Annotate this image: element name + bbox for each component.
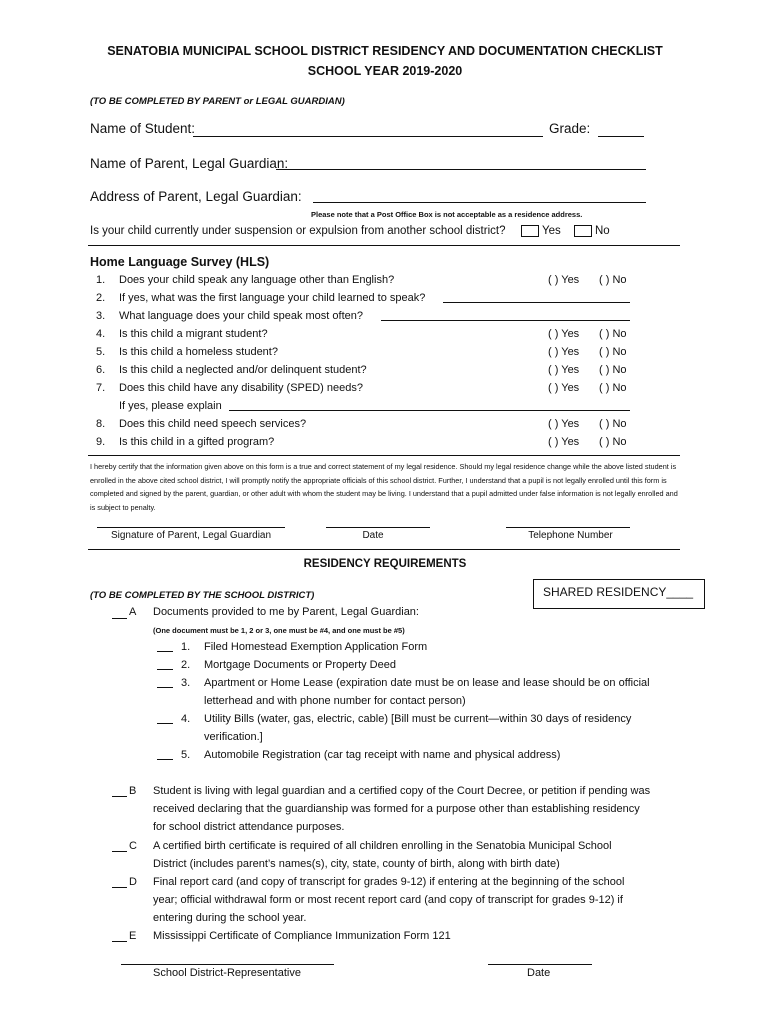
hls-q8-yes[interactable]: ( ) Yes [548, 418, 580, 430]
item-c-line1: A certified birth certificate is required of all children enrolling in the Senatobia Municipal School [153, 840, 612, 852]
doc4-text-line1: Utility Bills (water, gas, electric, cable) [Bill must be current—within 30 days of residency [204, 713, 632, 725]
hls-q1-num: 1. [96, 274, 106, 286]
doc3-text-line2: letterhead and with phone number for contact person) [204, 695, 466, 707]
hls-q8-text: Does this child need speech services? [119, 418, 307, 430]
hls-q6-text: Is this child a neglected and/or delinquent student? [119, 364, 367, 376]
item-d-line1: Final report card (and copy of transcript for grades 9-12) if entering at the beginning of the school [153, 876, 625, 888]
divider [88, 549, 680, 550]
item-b-line3: for school district attendance purposes. [153, 821, 345, 833]
address-field[interactable] [313, 202, 646, 203]
most-often-language-field[interactable] [381, 320, 630, 321]
item-a-text: Documents provided to me by Parent, Legal Guardian: [153, 606, 419, 618]
item-b-line1: Student is living with legal guardian and a certified copy of the Court Decree, or petition if pending was [153, 785, 651, 797]
suspension-no-label: No [595, 225, 610, 238]
doc3-text-line1: Apartment or Home Lease (expiration date must be on lease and lease should be on official [204, 677, 650, 689]
item-a-note: (One document must be 1, 2 or 3, one must be #4, and one must be #5) [153, 626, 405, 635]
page-title: SENATOBIA MUNICIPAL SCHOOL DISTRICT RESIDENCY AND DOCUMENTATION CHECKLIST [107, 44, 663, 58]
district-rep-label: School District-Representative [153, 967, 301, 979]
grade-field[interactable] [598, 136, 644, 137]
item-c-check-blank[interactable] [112, 851, 127, 852]
hls-q7-yes[interactable]: ( ) Yes [548, 382, 580, 394]
hls-q4-yes[interactable]: ( ) Yes [548, 328, 580, 340]
hls-q7-num: 7. [96, 382, 106, 394]
hls-q3-text: What language does your child speak most often? [119, 310, 363, 322]
hls-q1-no[interactable]: ( ) No [599, 274, 627, 286]
parent-name-label: Name of Parent, Legal Guardian: [90, 156, 289, 171]
item-d-line2: year; official withdrawal form or most recent report card (and copy of transcript for grades 9-12) if [153, 894, 623, 906]
student-name-field[interactable] [193, 136, 543, 137]
item-d-line3: entering during the school year. [153, 912, 307, 924]
item-a-letter: A [129, 606, 137, 618]
divider [88, 455, 680, 456]
item-b-line2: received declaring that the guardianship was formed for a purpose other than establishing residency [153, 803, 640, 815]
suspension-no-option[interactable] [574, 225, 610, 237]
grade-label: Grade: [549, 121, 591, 136]
po-box-note: Please note that a Post Office Box is not acceptable as a residence address. [311, 210, 583, 219]
hls-q9-yes[interactable]: ( ) Yes [548, 436, 580, 448]
first-language-field[interactable] [443, 302, 630, 303]
hls-explain-text: If yes, please explain [119, 400, 222, 412]
doc5-check-blank[interactable] [157, 759, 173, 760]
hls-q8-no[interactable]: ( ) No [599, 418, 627, 430]
suspension-question: Is your child currently under suspension or expulsion from another school district? [90, 225, 506, 237]
parent-instruction: (TO BE COMPLETED BY PARENT or LEGAL GUARDIAN) [90, 96, 345, 107]
item-d-letter: D [129, 876, 137, 888]
item-d-check-blank[interactable] [112, 887, 127, 888]
hls-q7-no[interactable]: ( ) No [599, 382, 627, 394]
doc5-text: Automobile Registration (car tag receipt with name and physical address) [204, 749, 561, 761]
suspension-no-checkbox[interactable] [574, 225, 592, 237]
certification-statement: I hereby certify that the information given above on this form is a true and correct statement of my legal residence. Should my legal residence change while the above listed student is enrolled in the above cited school district, I will promptly notify the appropriate officials of this school district. Further, I understand that a pupil is not legally enrolled until this form is completed and signed by the parent, guardian, or other adult with whom the student may be living. I understand that a pupil admitted under false information is not legally enrolled and is subject to penalty. [90, 462, 678, 512]
hls-q2-text: If yes, what was the first language your child learned to speak? [119, 292, 426, 304]
parent-signature-field[interactable] [97, 527, 285, 528]
item-e-letter: E [129, 930, 137, 942]
doc4-text-line2: verification.] [204, 731, 263, 743]
hls-q9-text: Is this child in a gifted program? [119, 436, 275, 448]
suspension-yes-checkbox[interactable] [521, 225, 539, 237]
hls-q5-yes[interactable]: ( ) Yes [548, 346, 580, 358]
item-b-letter: B [129, 785, 137, 797]
parent-date-label: Date [362, 530, 384, 541]
disability-explain-field[interactable] [229, 410, 630, 411]
district-rep-signature-field[interactable] [121, 964, 334, 965]
district-date-field[interactable] [488, 964, 592, 965]
doc1-num: 1. [181, 641, 191, 653]
suspension-yes-option[interactable] [521, 225, 561, 237]
doc1-check-blank[interactable] [157, 651, 173, 652]
student-name-label: Name of Student: [90, 121, 196, 136]
hls-q4-text: Is this child a migrant student? [119, 328, 268, 340]
school-year: SCHOOL YEAR 2019-2020 [307, 64, 463, 78]
telephone-label: Telephone Number [528, 530, 613, 541]
parent-name-field[interactable] [276, 169, 646, 170]
hls-q4-no[interactable]: ( ) No [599, 328, 627, 340]
hls-q6-no[interactable]: ( ) No [599, 364, 627, 376]
hls-q4-num: 4. [96, 328, 106, 340]
district-date-label: Date [527, 967, 551, 979]
address-label: Address of Parent, Legal Guardian: [90, 189, 302, 204]
residency-title: RESIDENCY REQUIREMENTS [303, 558, 467, 570]
item-e-text: Mississippi Certificate of Compliance Immunization Form 121 [153, 930, 451, 942]
hls-q3-num: 3. [96, 310, 106, 322]
item-b-check-blank[interactable] [112, 796, 127, 797]
hls-q6-num: 6. [96, 364, 106, 376]
divider [88, 245, 680, 246]
doc4-check-blank[interactable] [157, 723, 173, 724]
doc3-check-blank[interactable] [157, 687, 173, 688]
doc2-text: Mortgage Documents or Property Deed [204, 659, 396, 671]
hls-q7-text: Does this child have any disability (SPED) needs? [119, 382, 363, 394]
hls-q9-no[interactable]: ( ) No [599, 436, 627, 448]
hls-q6-yes[interactable]: ( ) Yes [548, 364, 580, 376]
hls-title: Home Language Survey (HLS) [90, 255, 270, 269]
suspension-yes-label: Yes [542, 225, 561, 238]
district-instruction: (TO BE COMPLETED BY THE SCHOOL DISTRICT) [90, 590, 315, 601]
item-c-line2: District (includes parent’s names(s), city, state, county of birth, along with birth date) [153, 858, 560, 870]
shared-residency-box[interactable]: SHARED RESIDENCY____ [533, 579, 705, 609]
hls-q1-text: Does your child speak any language other than English? [119, 274, 395, 286]
parent-date-field[interactable] [326, 527, 430, 528]
telephone-field[interactable] [506, 527, 630, 528]
doc3-num: 3. [181, 677, 191, 689]
doc5-num: 5. [181, 749, 191, 761]
hls-q8-num: 8. [96, 418, 106, 430]
doc4-num: 4. [181, 713, 191, 725]
item-a-check-blank[interactable] [112, 618, 127, 619]
hls-q1-yes[interactable]: ( ) Yes [548, 274, 580, 286]
hls-q2-num: 2. [96, 292, 106, 304]
hls-q5-text: Is this child a homeless student? [119, 346, 278, 358]
doc1-text: Filed Homestead Exemption Application Form [204, 641, 428, 653]
doc2-num: 2. [181, 659, 191, 671]
item-c-letter: C [129, 840, 137, 852]
item-e-check-blank[interactable] [112, 941, 127, 942]
doc2-check-blank[interactable] [157, 669, 173, 670]
hls-q5-no[interactable]: ( ) No [599, 346, 627, 358]
hls-q9-num: 9. [96, 436, 106, 448]
parent-signature-label: Signature of Parent, Legal Guardian [110, 530, 272, 541]
hls-q5-num: 5. [96, 346, 106, 358]
